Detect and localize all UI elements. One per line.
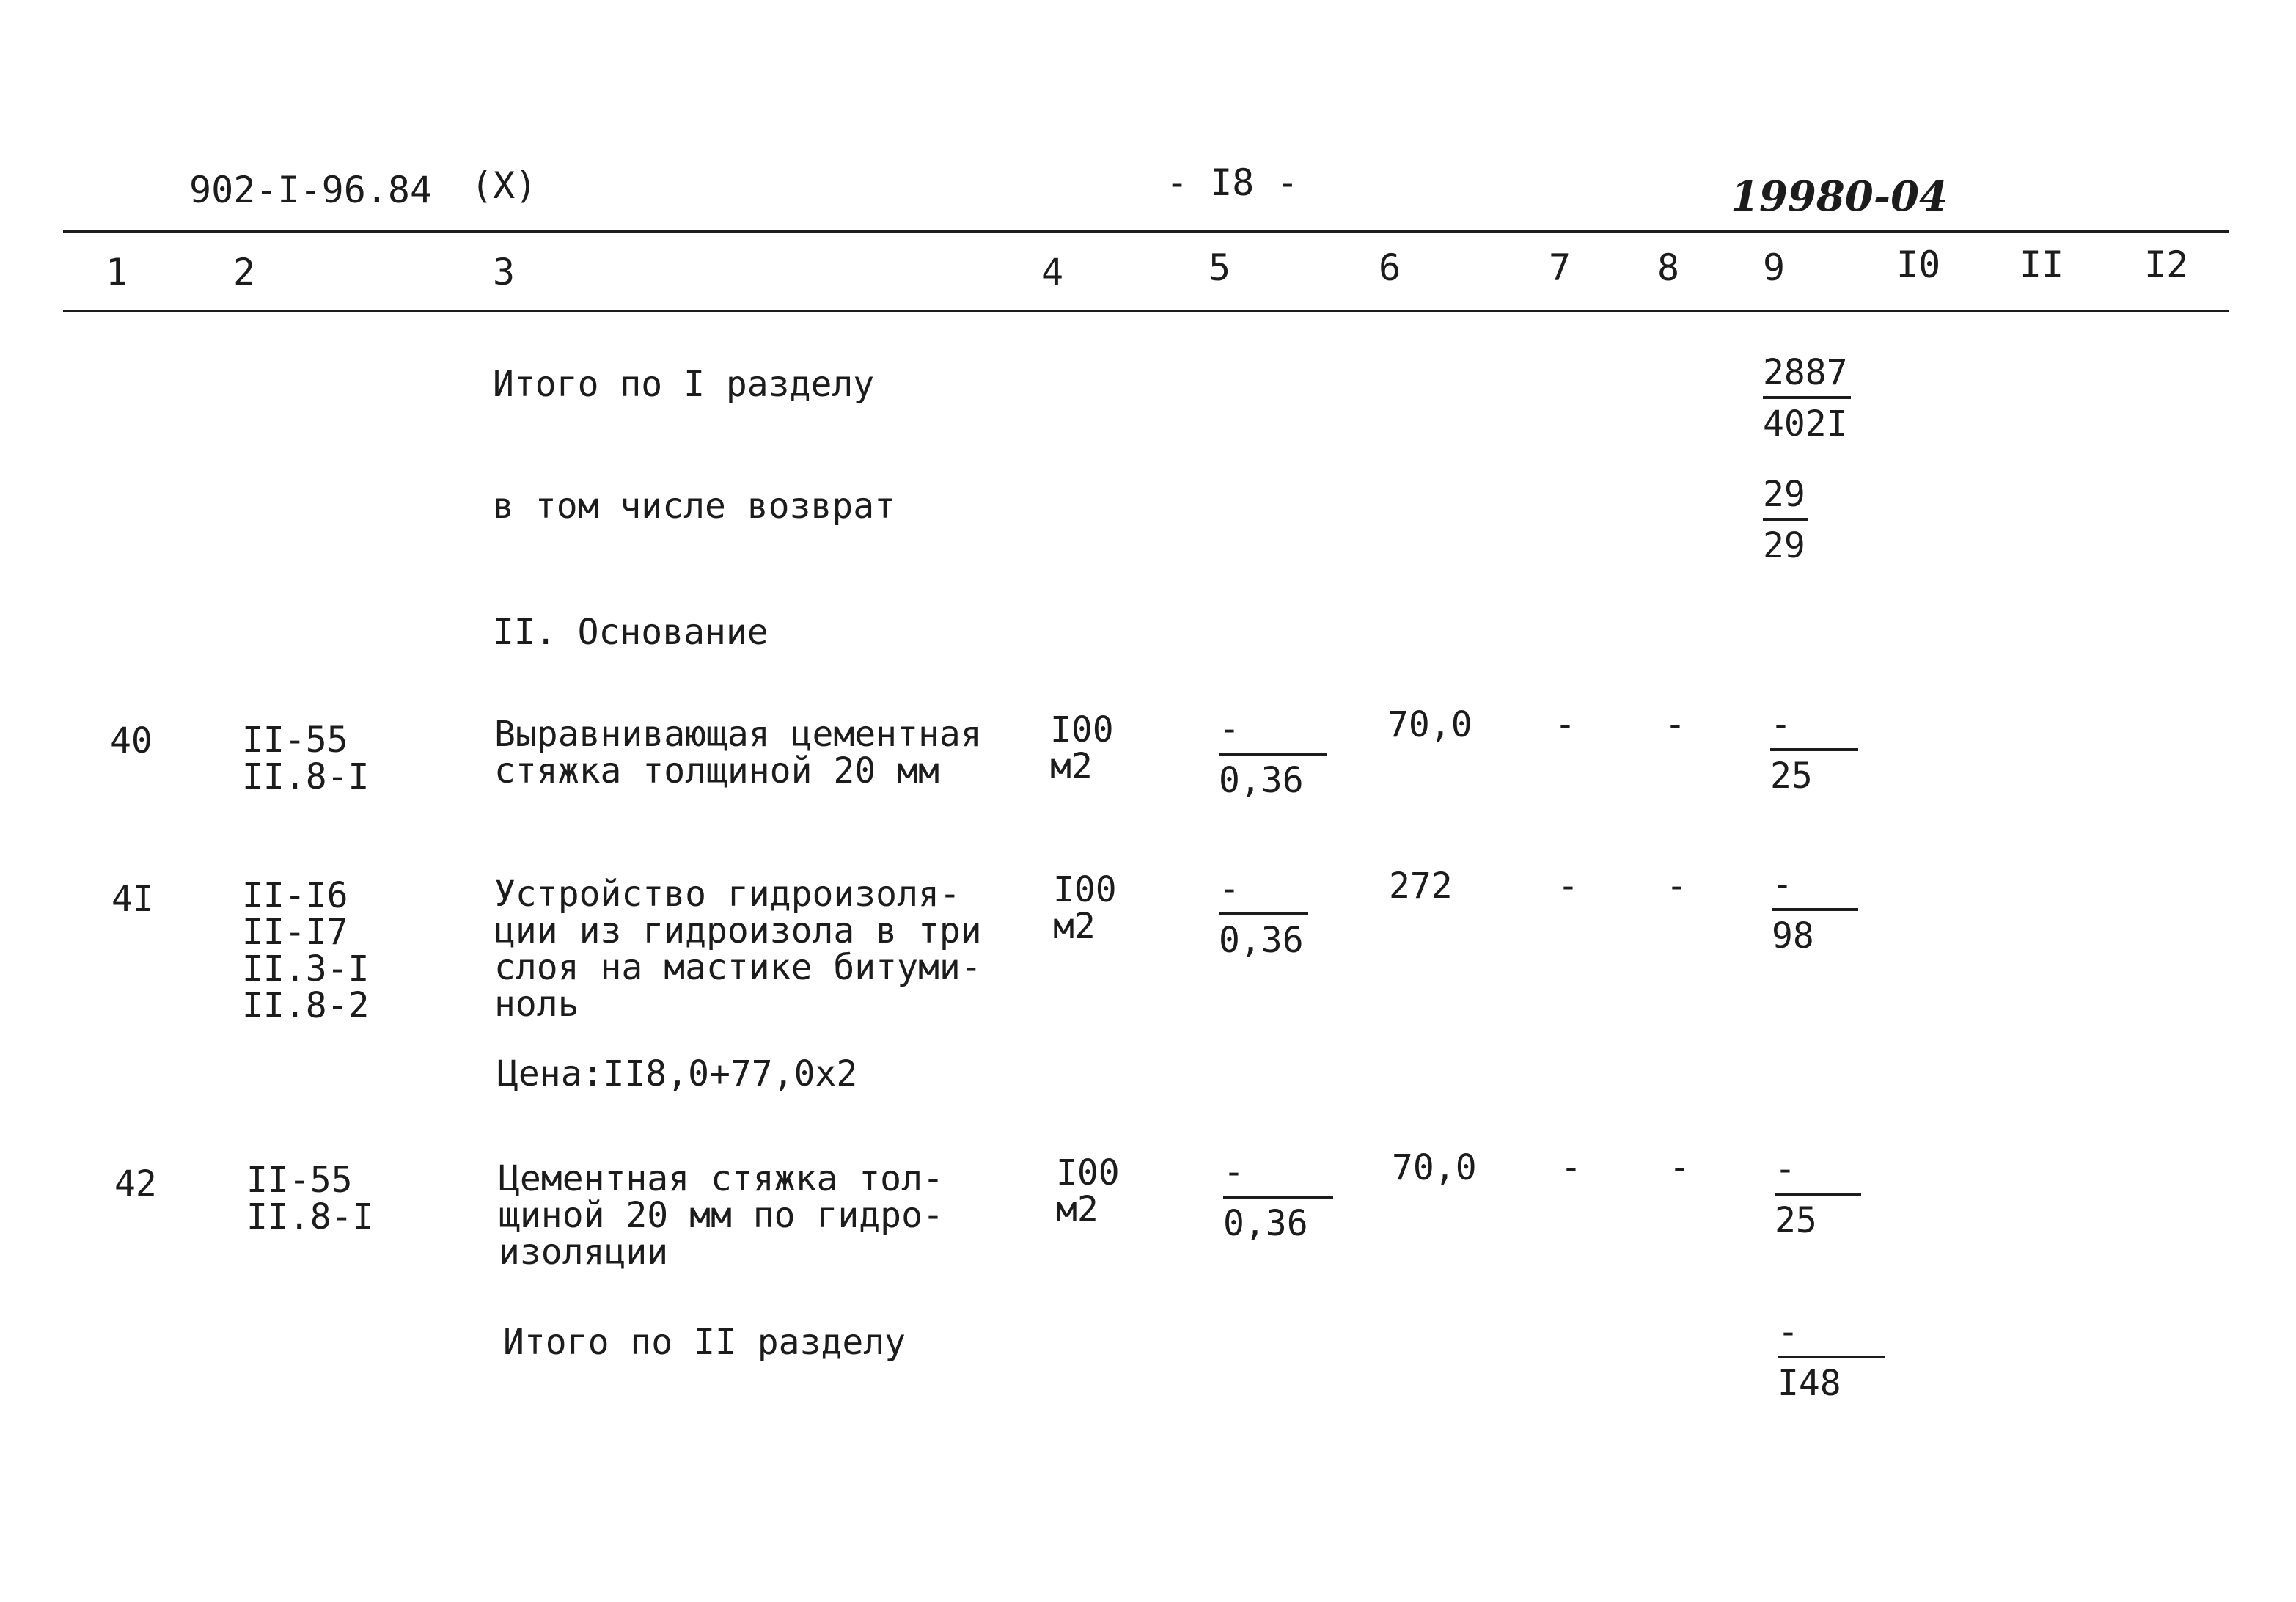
row-40-description: Выравнивающая цементная стяжка толщиной 20 мм xyxy=(494,714,982,791)
row-42-col5-den: 0,36 xyxy=(1223,1203,1308,1244)
column-header-5: 5 xyxy=(1208,246,1231,289)
return-row-col9 xyxy=(1763,474,1808,566)
row-41-description: Устройство гидроизоля- ции из гидроизола в три слоя на мастике битуми- ноль xyxy=(494,874,982,1025)
row-41-col9 xyxy=(1772,864,1858,957)
row-41-codes: II-I6 II-I7 II.3-I II.8-2 xyxy=(242,875,370,1026)
document-mark: (X) xyxy=(471,164,538,207)
row-40-col8: - xyxy=(1665,704,1686,745)
column-header-3: 3 xyxy=(493,251,516,293)
section-2-title: II. Основание xyxy=(493,612,769,653)
summary-section-1-col9 xyxy=(1763,352,1851,445)
row-41-unit: I00 м2 xyxy=(1053,869,1117,947)
row-42-col9 xyxy=(1775,1149,1861,1241)
row-42-col6: 70,0 xyxy=(1392,1147,1477,1188)
row-42-codes: II-55 II.8-I xyxy=(246,1160,374,1237)
return-row-col9-den: 29 xyxy=(1763,525,1805,566)
row-41-col5-den: 0,36 xyxy=(1219,920,1304,961)
row-41-price-note: Цена:II8,0+77,0х2 xyxy=(497,1053,858,1094)
row-42-description: Цементная стяжка тол- щиной 20 мм по гидро- изоляции xyxy=(499,1158,944,1273)
column-header-11: II xyxy=(2020,244,2064,286)
row-41-col6: 272 xyxy=(1389,866,1453,907)
row-42-col9-den: 25 xyxy=(1775,1200,1817,1241)
document-code: 902-I-96.84 xyxy=(189,169,433,211)
row-40-col5-num: - xyxy=(1219,709,1240,750)
summary-section-2-col9-den: I48 xyxy=(1778,1363,1841,1404)
column-header-12: I2 xyxy=(2144,244,2189,286)
row-41-number: 4I xyxy=(111,879,154,920)
row-42-col5-num: - xyxy=(1223,1152,1244,1193)
row-42-number: 42 xyxy=(114,1163,157,1204)
row-40-col5 xyxy=(1219,709,1327,801)
row-41-col9-den: 98 xyxy=(1772,915,1814,957)
row-41-col5 xyxy=(1219,868,1308,961)
summary-section-1-label: Итого по I разделу xyxy=(493,364,875,405)
row-42-col9-num: - xyxy=(1775,1149,1796,1190)
row-40-number: 40 xyxy=(110,720,153,761)
column-header-1: 1 xyxy=(106,251,128,293)
row-42-col7: - xyxy=(1560,1147,1582,1188)
row-41-col5-num: - xyxy=(1219,868,1240,910)
row-40-codes: II-55 II.8-I xyxy=(242,720,370,797)
row-40-unit: I00 м2 xyxy=(1050,709,1114,787)
return-row-col9-num: 29 xyxy=(1763,474,1805,515)
header-top-rule xyxy=(63,230,2229,233)
summary-section-1-col9-num: 2887 xyxy=(1763,352,1848,393)
row-40-col9 xyxy=(1770,704,1858,797)
row-40-col7: - xyxy=(1555,704,1576,745)
header-bottom-rule xyxy=(63,310,2229,312)
row-41-col9-num: - xyxy=(1772,864,1793,905)
summary-section-2-col9-num: - xyxy=(1778,1312,1799,1353)
column-header-4: 4 xyxy=(1041,251,1064,293)
row-42-col8: - xyxy=(1669,1147,1690,1188)
handwritten-number: 19980-04 xyxy=(1731,172,1948,221)
row-42-col5 xyxy=(1223,1152,1333,1244)
row-40-col9-den: 25 xyxy=(1770,756,1813,797)
column-header-9: 9 xyxy=(1763,246,1786,289)
page-number: - I8 - xyxy=(1166,161,1299,204)
return-row-label: в том числе возврат xyxy=(493,486,896,527)
row-40-col5-den: 0,36 xyxy=(1219,760,1304,801)
row-40-col6: 70,0 xyxy=(1387,704,1472,745)
column-header-6: 6 xyxy=(1379,246,1401,289)
column-header-7: 7 xyxy=(1549,246,1571,289)
summary-section-1-col9-den: 402I xyxy=(1763,403,1848,445)
row-42-unit: I00 м2 xyxy=(1056,1152,1120,1230)
row-41-col8: - xyxy=(1666,866,1687,907)
column-header-2: 2 xyxy=(233,251,256,293)
column-header-10: I0 xyxy=(1896,244,1941,286)
column-header-8: 8 xyxy=(1657,246,1680,289)
row-41-col7: - xyxy=(1558,866,1579,907)
summary-section-2-col9 xyxy=(1778,1312,1885,1404)
summary-section-2-label: Итого по II разделу xyxy=(503,1322,906,1363)
row-40-col9-num: - xyxy=(1770,704,1791,745)
